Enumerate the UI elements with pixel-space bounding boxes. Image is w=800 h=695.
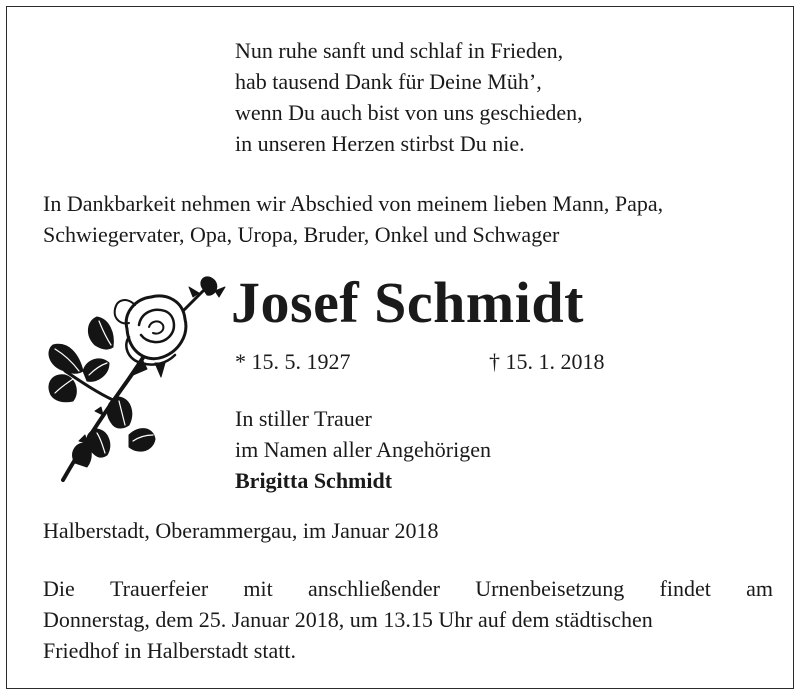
funeral-word: Die (43, 576, 75, 601)
funeral-line: Donnerstag, dem 25. Januar 2018, um 13.15 Uhr auf dem städtischen (43, 607, 653, 632)
funeral-word: Trauerfeier (110, 576, 209, 601)
funeral-line (43, 573, 773, 604)
farewell-intro (43, 188, 663, 250)
mourners-line: im Namen aller Angehörigen (235, 437, 491, 462)
birth-date: * 15. 5. 1927 (235, 349, 351, 374)
mourner-signature: Brigitta Schmidt (235, 468, 393, 493)
funeral-word: Urnenbeisetzung (475, 576, 625, 601)
poem-line: hab tausend Dank für Deine Müh’, (235, 69, 542, 94)
funeral-line: Friedhof in Halberstadt statt. (43, 638, 296, 663)
poem-line: Nun ruhe sanft und schlaf in Frieden, (235, 38, 564, 63)
funeral-info (43, 573, 773, 666)
obituary-notice (6, 6, 794, 689)
death-date: † 15. 1. 2018 (489, 349, 605, 374)
mourners-block (235, 403, 491, 496)
rose-icon (43, 275, 227, 485)
funeral-word: am (746, 576, 773, 601)
intro-line: Schwiegervater, Opa, Uropa, Bruder, Onkel und Schwager (43, 222, 560, 247)
intro-line: In Dankbarkeit nehmen wir Abschied von meinem lieben Mann, Papa, (43, 191, 664, 216)
funeral-word: anschließender (308, 576, 440, 601)
mourners-line: In stiller Trauer (235, 406, 372, 431)
funeral-word: mit (243, 576, 273, 601)
poem-line: in unseren Herzen stirbst Du nie. (235, 131, 525, 156)
poem-line: wenn Du auch bist von uns geschieden, (235, 100, 583, 125)
funeral-word: findet (659, 576, 711, 601)
deceased-name: Josef Schmidt (231, 270, 584, 335)
place-and-date: Halberstadt, Oberammergau, im Januar 2018 (43, 518, 439, 543)
poem (235, 35, 583, 159)
